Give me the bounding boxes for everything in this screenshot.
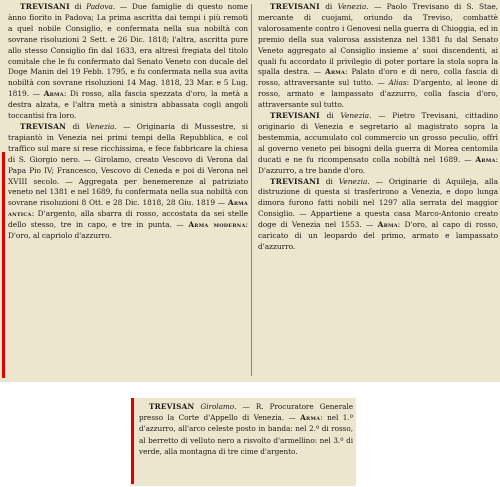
arms-label: Arma	[475, 154, 496, 164]
entry-place: Venezia	[340, 111, 370, 121]
alias-text: : D'argento, al leone di rosso, armato e lampassato d'azzurro, colla fascia d'oro, attraversante sul tutto.	[258, 78, 498, 110]
entry-trevisani-venezia-2: TREVISANI di Venezia. — Pietro Trevisani, cittadino originario di Venezia e segretario al magistrato sopra la bestemmia, accumulato col commercio un grosso peculio, offrì al governo veneto pei bisogni della guerra di Morea centomila ducati e ne fu ricompensato colla nobiltà nel 1689. — Arma: D'azzurro, a tre bande d'oro.	[258, 111, 498, 175]
entry-name: TREVISANI	[20, 2, 70, 11]
right-column	[258, 2, 498, 378]
arms-label: Arma antica	[8, 198, 248, 219]
entry-text: . — Due famiglie di questo nome ànno fiorito in Padova; La prima ascritta dai tempi i più remoti a quel nobile Consiglio, e confermata nella sua nobiltà con sovrane risoluzioni 2 Sett. e 26 Dic. 1818; l'altra, ascritta pure allo stesso Consiglio fin dal 1633, era altresì fregiata del titolo comitale che le fu confermato dal Senato Veneto con ducale del Doge Manin del 19 Febb. 1795, e fu confermata nella sua avita nobiltà con sovrane risoluzioni 14 Mag. 1818, 23 Mar. e 5 Lug. 1819. —	[8, 2, 248, 99]
arms-text: : D'oro, al capo di rosso, caricato di un leopardo del primo, armato e lampassato d'azzurro.	[258, 220, 498, 251]
arms-label: Arma	[43, 89, 64, 99]
entry-place: Venezia	[338, 176, 368, 186]
alias-label: Alias	[388, 78, 407, 88]
entry-text: . — Paolo Trevisano di S. Stae, mercante di cuojami, oriundo da Treviso, combattè valorosamente contro i Genovesi nella guerra di Chioggia, ed in premio della sua valorosa assistenza nel 1381 fu dal Senato Veneto aggregato al Consiglio insieme a' suoi discendenti, ai quali fu accordato il privilegio di poter portare la stola sopra la spalla destra. —	[258, 2, 498, 77]
entry-name: TREVISAN	[20, 121, 67, 131]
column-divider	[251, 4, 252, 376]
entry-trevisani-venezia-1: TREVISANI di Venezia. — Paolo Trevisano di S. Stae, mercante di cuojami, oriundo da Treviso, combattè valorosamente contro i Genovesi nella guerra di Chioggia, ed in premio della sua valorosa assistenza nel 1381 fu dal Senato Veneto aggregato al Consiglio insieme a' suoi discendenti, ai quali fu accordato il privilegio di poter portare la stola sopra la spalla destra. — Arma: Palato d'oro e di nero, colla fascia di rosso, attraversante sul tutto. — Alias: D'argento, al leone di rosso, armato e lampassato d'azzurro, colla fascia d'oro, attraversante sul tutto.	[258, 2, 498, 110]
entry-name: TREVISANI	[270, 176, 320, 186]
entry-text: . — R. Procuratore Generale presso la Corte d'Appello di Venezia. —	[139, 402, 353, 423]
arms-text: : Di rosso, alla fascia spezzata d'oro, la metà a destra alzata, e l'altra metà a sinistra abbassata cogli angoli toccantisi fra loro.	[8, 89, 248, 121]
highlight-bar	[2, 152, 5, 378]
excerpt-card	[131, 398, 356, 486]
entry-name: TREVISANI	[270, 111, 320, 121]
entry-place: Padova	[86, 2, 113, 11]
entry-text: . — Pietro Trevisani, cittadino originario di Venezia e segretario al magistrato sopra la bestemmia, accumulato col commercio un grosso peculio, offrì al governo veneto pei bisogni della guerra di Morea centomila ducati e ne fu ricompensato colla nobiltà nel 1689. —	[258, 111, 498, 164]
entry-place: Venezia	[85, 121, 115, 131]
excerpt-text	[139, 401, 353, 457]
entry-text: . — Originaria di Mussestre, si trapiantò in Venezia nei primi tempi della Repubblica, e col traffico sul mare si rese ricchissima, e fece fabbricare la chiesa di S. Giorgio nero. — Girolamo, creato Vescovo di Verona dal Papa Pio IV; Francesco, Vescovo di Ceneda e poi di Verona nel XVIII secolo. — Aggregata per benemerenze al patriziato veneto nel 1381 e nel 1689, fu confermata nella sua nobiltà con sovrane risoluzioni 8 Ott. e 28 Dic. 1818, 28 Giu. 1819 —	[8, 121, 248, 208]
arms-text-modern: : D'oro, al capriolo d'azzurro.	[8, 220, 248, 241]
arms-label: Arma	[300, 413, 321, 423]
entry-trevisani-padova: TREVISANI di Padova. — Due famiglie di questo nome ànno fiorito in Padova; La prima ascritta dai tempi i più remoti a quel nobile Consiglio, e confermata nella sua nobiltà con sovrane risoluzioni 2 Sett. e 26 Dic. 1818; l'altra, ascritta pure allo stesso Consiglio fin dal 1633, era altresì fregiata del titolo comitale che le fu confermato dal Senato Veneto con ducale del Doge Manin del 19 Febb. 1795, e fu confermata nella sua avita nobiltà con sovrane risoluzioni 14 Mag. 1818, 23 Mar. e 5 Lug. 1819. — Arma: Di rosso, alla fascia spezzata d'oro, la metà a destra alzata, e l'altra metà a sinistra abbassata cogli angoli toccantisi fra loro.	[8, 2, 248, 121]
arms-label-modern: Arma moderna	[188, 220, 246, 230]
entry-text: . — Originarie di Aquileja, alla distruzione di questa si trasferirono a Venezia, e dopo lunga dimora furono fatti nobili nel 1297 alla serrata del maggior Consiglio. — Appartiene a questa casa Marco-Antonio creato doge di Venezia nel 1553. —	[258, 176, 498, 230]
arms-label: Arma	[324, 67, 346, 77]
arms-text: : nel 1.º d'azzurro, all'arco celeste posto in banda: nel 2.º di rosso, al berretto di velluto nero a risvolto d'armellino: nel 3.º di verde, alla montagna di tre cime d'argento.	[139, 413, 353, 456]
left-column	[8, 2, 248, 378]
entry-trevisan-venezia: TREVISAN di Venezia. — Originaria di Mussestre, si trapiantò in Venezia nei primi tempi della Repubblica, e col traffico sul mare si rese ricchissima, e fece fabbricare la chiesa di S. Giorgio nero. — Girolamo, creato Vescovo di Verona dal Papa Pio IV; Francesco, Vescovo di Ceneda e poi di Verona nel XVIII secolo. — Aggregata per benemerenze al patriziato veneto nel 1381 e nel 1689, fu confermata nella sua nobiltà con sovrane risoluzioni 8 Ott. e 28 Dic. 1818, 28 Giu. 1819 — Arma antica: D'argento, alla sbarra di rosso, accostata da sei stelle dello stesso, tre in capo, e tre in punta. — Arma moderna: D'oro, al capriolo d'azzurro.	[8, 121, 248, 241]
highlight-bar	[131, 398, 134, 484]
arms-text: : D'azzurro, a tre bande d'oro.	[258, 154, 498, 175]
entry-name: TREVISANI	[270, 2, 320, 11]
entry-trevisani-venezia-3: TREVISANI di Venezia. — Originarie di Aquileja, alla distruzione di questa si trasferirono a Venezia, e dopo lunga dimora furono fatti nobili nel 1297 alla serrata del maggior Consiglio. — Appartiene a questa casa Marco-Antonio creato doge di Venezia nel 1553. — Arma: D'oro, al capo di rosso, caricato di un leopardo del primo, armato e lampassato d'azzurro.	[258, 176, 498, 251]
entry-place: Venezia	[337, 2, 367, 11]
entry-trevisan-girolamo	[139, 401, 353, 457]
entry-name: TREVISAN	[149, 402, 195, 411]
arms-text: : Palato d'oro e di nero, colla fascia di rosso, attraversante sul tutto. —	[258, 67, 498, 88]
arms-text: : D'argento, alla sbarra di rosso, accostata da sei stelle dello stesso, tre in capo, e tre in punta. —	[8, 209, 248, 230]
arms-label: Arma	[377, 220, 398, 230]
entry-place: Girolamo	[200, 402, 235, 411]
